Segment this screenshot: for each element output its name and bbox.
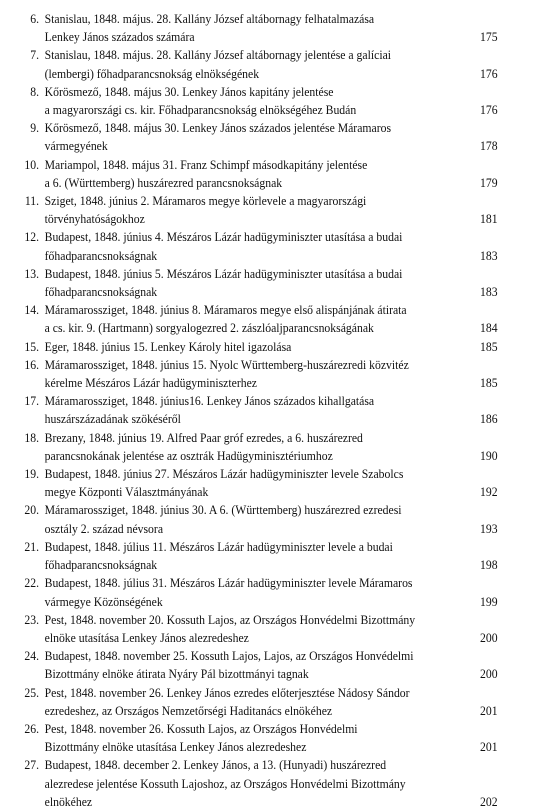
entry-number: 14.	[24, 303, 40, 318]
entry-title-line: Stanislau, 1848. május. 28. Kallány József altábornagy jelentése a galíciai	[44, 48, 392, 63]
toc-entry	[0, 429, 498, 465]
entry-title-line: Sziget, 1848. június 2. Máramaros megye körlevele a magyarországi	[44, 194, 367, 209]
entry-title-line: vármegye Közönségének	[44, 594, 163, 609]
entry-page-number: 190	[479, 448, 498, 463]
entry-page-number: 184	[479, 321, 498, 336]
entry-title-line: Bizottmány elnöke átirata Nyáry Pál bizottmányi tagnak	[44, 667, 309, 682]
entry-title-line: Budapest, 1848. november 25. Kossuth Lajos, Lajos, az Országos Honvédelmi	[44, 649, 414, 664]
toc-entry	[0, 647, 498, 683]
entry-title-line: Máramarossziget, 1848. június 15. Nyolc Württemberg-huszárezredi közvitéz	[44, 357, 409, 372]
toc-entry	[0, 538, 498, 574]
entry-page-number: 198	[479, 558, 498, 573]
entry-title-line: a 6. (Württemberg) huszárezred parancsnokságnak	[44, 175, 283, 190]
entry-title-line: elnöke utasítása Lenkey János alezredeshez	[44, 630, 249, 645]
entry-number: 17.	[24, 394, 40, 409]
entry-title-line: Pest, 1848. november 26. Kossuth Lajos, az Országos Honvédelmi	[44, 721, 358, 736]
toc-entry	[0, 684, 498, 720]
toc-entry	[0, 192, 498, 228]
entry-title-line: Mariampol, 1848. május 31. Franz Schimpf másodkapitány jelentése	[44, 157, 368, 172]
toc-entry	[0, 356, 498, 392]
entry-number: 24.	[24, 649, 40, 664]
entry-number: 23.	[24, 612, 40, 627]
entry-number: 16.	[24, 357, 40, 372]
entry-number: 13.	[24, 266, 40, 281]
entry-page-number: 181	[479, 212, 498, 227]
entry-number: 25.	[24, 685, 40, 700]
entry-title-line: törvényhatóságokhoz	[44, 212, 145, 227]
entry-page-number: 175	[479, 30, 498, 45]
entry-page-number: 176	[479, 66, 498, 81]
entry-title-line: Eger, 1848. június 15. Lenkey Károly hitel igazolása	[44, 339, 292, 354]
toc-entry	[0, 228, 498, 264]
entry-number: 6.	[30, 12, 40, 26]
entry-number: 18.	[24, 430, 40, 445]
entry-number: 8.	[30, 84, 40, 99]
entry-title-line: főhadparancsnokságnak	[44, 248, 158, 263]
entry-page-number: 185	[479, 339, 498, 354]
entry-number: 19.	[24, 467, 40, 482]
toc-entry	[0, 338, 498, 356]
entry-title-line: Budapest, 1848. július 31. Mészáros Lázár hadügyminiszter levele Máramaros	[44, 576, 413, 591]
toc-entry	[0, 83, 498, 119]
entry-page-number: 178	[479, 139, 498, 154]
entry-title-line: Budapest, 1848. július 11. Mészáros Lázár hadügyminiszter levele a budai	[44, 539, 393, 554]
entry-title-line: megye Központi Választmányának	[44, 485, 209, 500]
entry-number: 7.	[30, 48, 40, 63]
entry-number: 11.	[24, 194, 40, 209]
entry-title-line: Máramarossziget, 1848. június 30. A 6. (Württemberg) huszárezred ezredesi	[44, 503, 402, 518]
entry-title-line: a magyarországi cs. kir. Főhadparancsnokság elnökségéhez Budán	[44, 103, 357, 118]
entry-number: 9.	[30, 121, 40, 136]
toc-entry	[0, 611, 498, 647]
entry-title-line: Máramarossziget, 1848. június 8. Máramaros megye első alispánjának átirata	[44, 303, 407, 318]
entry-page-number: 202	[479, 794, 498, 809]
entry-title-line: Pest, 1848. november 26. Lenkey János ezredes előterjesztése Nádosy Sándor	[44, 685, 410, 700]
entry-title-line: Budapest, 1848. június 5. Mészáros Lázár hadügyminiszter utasítása a budai	[44, 266, 403, 281]
entry-number: 20.	[24, 503, 40, 518]
toc-entry	[0, 574, 498, 610]
toc-entry	[0, 756, 498, 811]
entry-page-number: 183	[479, 248, 498, 263]
toc-entry	[0, 301, 498, 337]
entry-title-line: vármegyének	[44, 139, 108, 154]
entry-number: 27.	[24, 758, 40, 773]
toc-entry	[0, 265, 498, 301]
entry-title-line: Kőrösmező, 1848. május 30. Lenkey János kapitány jelentése	[44, 84, 334, 99]
entry-number: 12.	[24, 230, 40, 245]
entry-title-line: Pest, 1848. november 20. Kossuth Lajos, az Országos Honvédelmi Bizottmány	[44, 612, 416, 627]
entry-title-line: parancsnokának jelentése az osztrák Hadügyminisztériumhoz	[44, 448, 333, 463]
entry-title-line: huszárszázadának szökéséről	[44, 412, 181, 427]
entry-title-line: Budapest, 1848. december 2. Lenkey János, a 13. (Hunyadi) huszárezred	[44, 758, 387, 773]
entry-number: 22.	[24, 576, 40, 591]
entry-title-line: osztály 2. század névsora	[44, 521, 164, 536]
entry-page-number: 200	[479, 630, 498, 645]
table-of-contents	[0, 10, 498, 811]
entry-title-line: főhadparancsnokságnak	[44, 285, 158, 300]
entry-page-number: 186	[479, 412, 498, 427]
entry-title-line: (lembergi) főhadparancsnokság elnökségének	[44, 66, 260, 81]
entry-title-line: ezredeshez, az Országos Nemzetőrségi Haditanács elnökéhez	[44, 703, 333, 718]
entry-number: 15.	[24, 339, 40, 354]
entry-title-line: alezredese jelentése Kossuth Lajoshoz, az Országos Honvédelmi Bizottmány	[44, 776, 406, 791]
entry-page-number: 192	[479, 485, 498, 500]
entry-page-number: 185	[479, 376, 498, 391]
toc-entry	[0, 46, 498, 82]
entry-title-line: a cs. kir. 9. (Hartmann) sorgyalogezred 2. zászlóaljparancsnokságának	[44, 321, 374, 336]
toc-entry	[0, 156, 498, 192]
entry-page-number: 201	[479, 703, 498, 718]
entry-page-number: 199	[479, 594, 498, 609]
entry-title-line: Lenkey János százados számára	[44, 30, 195, 45]
entry-title-line: főhadparancsnokságnak	[44, 558, 158, 573]
entry-page-number: 179	[479, 175, 498, 190]
entry-page-number: 176	[479, 103, 498, 118]
entry-title-line: Bizottmány elnöke utasítása Lenkey János alezredeshez	[44, 740, 307, 755]
entry-number: 21.	[24, 539, 40, 554]
toc-entry	[0, 465, 498, 501]
toc-entry	[0, 10, 498, 46]
entry-page-number: 200	[479, 667, 498, 682]
entry-title-line: Máramarossziget, 1848. június16. Lenkey János százados kihallgatása	[44, 394, 375, 409]
entry-number: 10.	[24, 157, 40, 172]
entry-number: 26.	[24, 721, 40, 736]
entry-page-number: 183	[479, 285, 498, 300]
toc-entry	[0, 501, 498, 537]
toc-entry	[0, 720, 498, 756]
toc-entry	[0, 119, 498, 155]
toc-entry	[0, 392, 498, 428]
entry-title-line: elnökéhez	[44, 794, 93, 809]
entry-title-line: kérelme Mészáros Lázár hadügyminiszterhez	[44, 376, 257, 391]
entry-title-line: Brezany, 1848. június 19. Alfred Paar gróf ezredes, a 6. huszárezred	[44, 430, 363, 445]
entry-title-line: Budapest, 1848. június 27. Mészáros Lázár hadügyminiszter levele Szabolcs	[44, 467, 404, 482]
entry-title-line: Stanislau, 1848. május. 28. Kallány József altábornagy felhatalmazása	[44, 12, 375, 26]
entry-page-number: 193	[479, 521, 498, 536]
entry-title-line: Kőrösmező, 1848. május 30. Lenkey János százados jelentése Máramaros	[44, 121, 392, 136]
entry-title-line: Budapest, 1848. június 4. Mészáros Lázár hadügyminiszter utasítása a budai	[44, 230, 403, 245]
entry-page-number: 201	[479, 740, 498, 755]
